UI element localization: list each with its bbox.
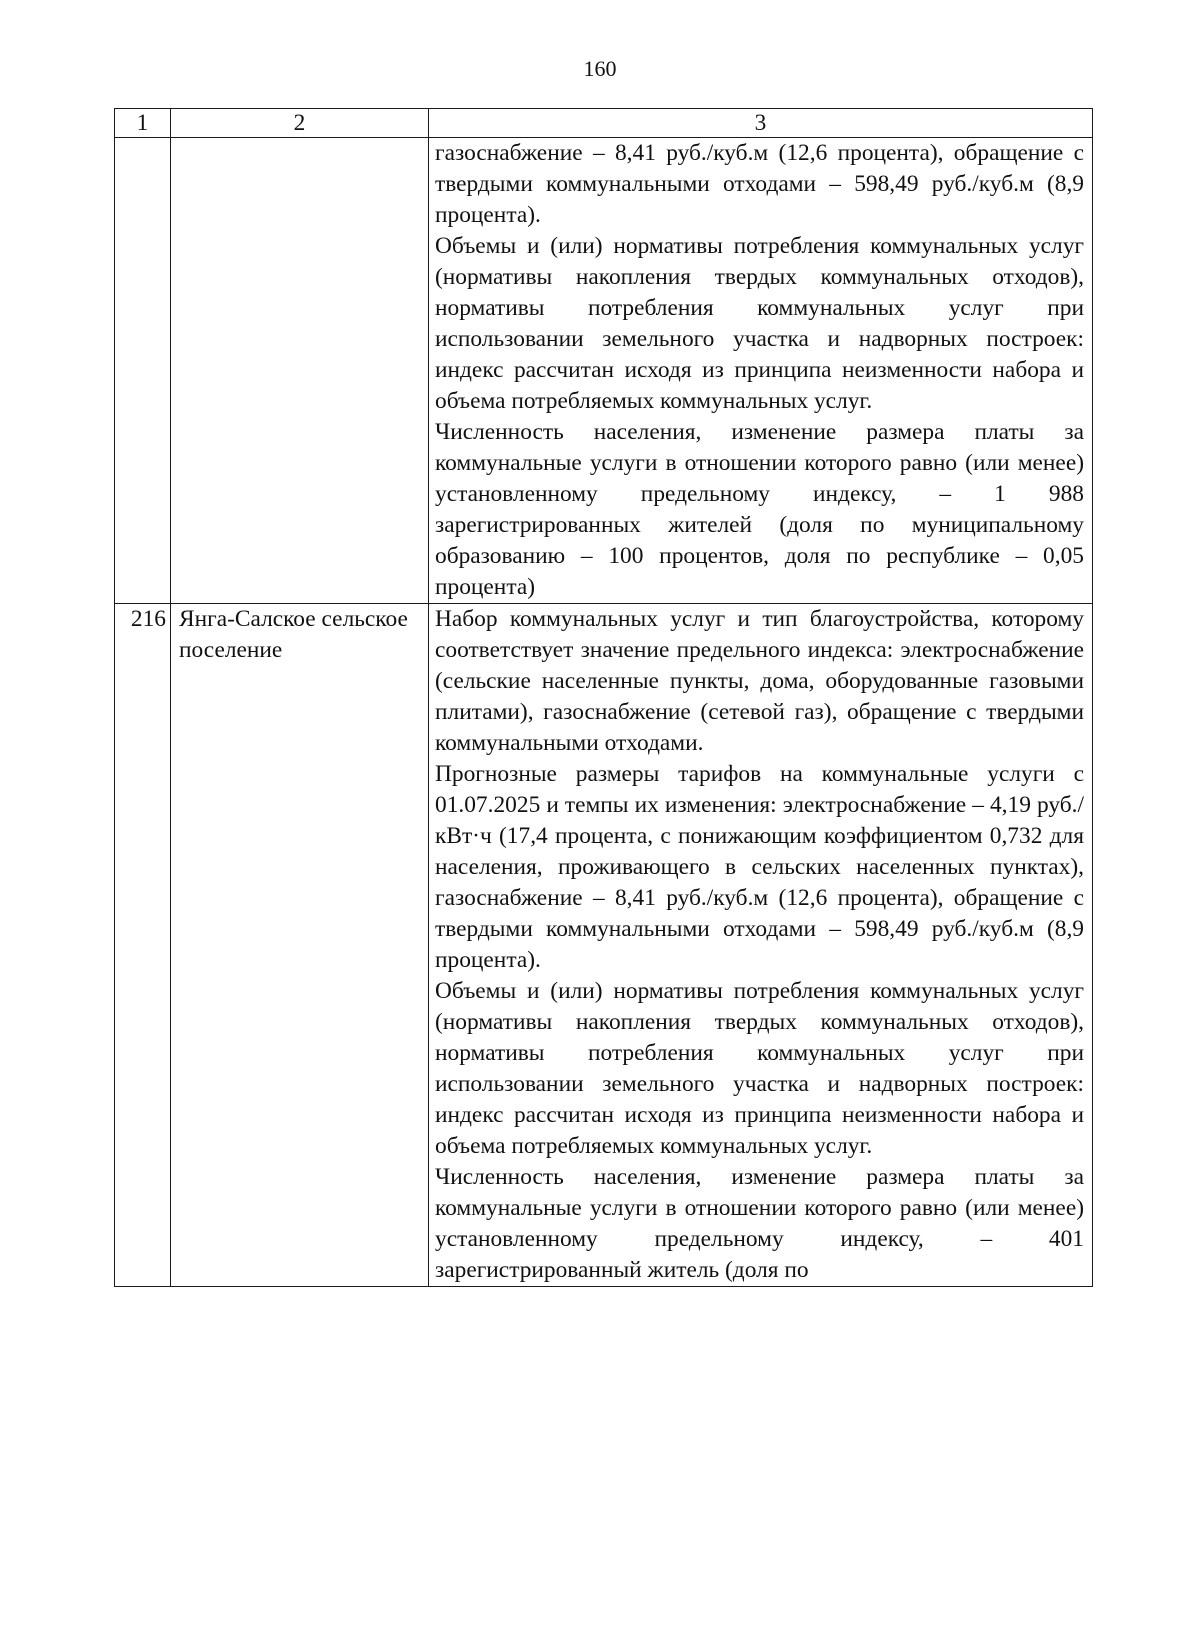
description-cell (429, 138, 1093, 604)
description-paragraph: Численность населения, изменение размера платы за коммунальные услуги в отношении которого равно (или менее) установленному предельному индексу, – 401 зарегистрированный житель (доля по (435, 1164, 1084, 1283)
description-paragraph: Численность населения, изменение размера платы за коммунальные услуги в отношении которого равно (или менее) установленному предельному индексу, – 1 988 зарегистрированных жителей (доля по муниципальному образованию – 100 процентов, доля по республике – 0,05 процента) (435, 419, 1084, 600)
description-paragraph: Объемы и (или) нормативы потребления коммунальных услуг (нормативы накопления твердых коммунальных отходов), нормативы потребления коммунальных услуг при использовании земельного участка и надворных построек: индекс рассчитан исходя из принципа неизменности набора и объема потребляемых коммунальных услуг. (435, 233, 1084, 414)
table-header-row (115, 109, 1093, 138)
description-cell (429, 604, 1093, 1287)
description-paragraph: Набор коммунальных услуг и тип благоустройства, которому соответствует значение предельного индекса: электроснабжение (сельские населенные пункты, дома, оборудованные газовыми плитами), газоснабжение (сетевой газ), обращение с твердыми коммунальными отходами. (435, 606, 1084, 756)
description-paragraph: газоснабжение – 8,41 руб./куб.м (12,6 процента), обращение с твердыми коммунальными отходами – 598,49 руб./куб.м (8,9 процента). (435, 140, 1084, 228)
row-number-cell (115, 138, 171, 604)
column-header-1: 1 (115, 109, 171, 138)
settlement-name-cell (171, 138, 429, 604)
row-number-cell: 216 (115, 604, 171, 1287)
tariff-table (114, 108, 1093, 1287)
table-row-continuation (115, 138, 1093, 604)
table-row-216 (115, 604, 1093, 1287)
description-paragraph: Объемы и (или) нормативы потребления коммунальных услуг (нормативы накопления твердых коммунальных отходов), нормативы потребления коммунальных услуг при использовании земельного участка и надворных построек: индекс рассчитан исходя из принципа неизменности набора и объема потребляемых коммунальных услуг. (435, 978, 1084, 1159)
settlement-name-cell: Янга-Салское сельское поселение (171, 604, 429, 1287)
column-header-3: 3 (429, 109, 1093, 138)
page-number: 160 (583, 56, 617, 81)
column-header-2: 2 (171, 109, 429, 138)
description-paragraph: Прогнозные размеры тарифов на коммунальные услуги с 01.07.2025 и темпы их изменения: электроснабжение – 4,19 руб./кВт·ч (17,4 процента, с понижающим коэффициентом 0,732 для населения, проживающего в сельских населенных пунктах), газоснабжение – 8,41 руб./куб.м (12,6 процента), обращение с твердыми коммунальными отходами – 598,49 руб./куб.м (8,9 процента). (435, 761, 1084, 973)
